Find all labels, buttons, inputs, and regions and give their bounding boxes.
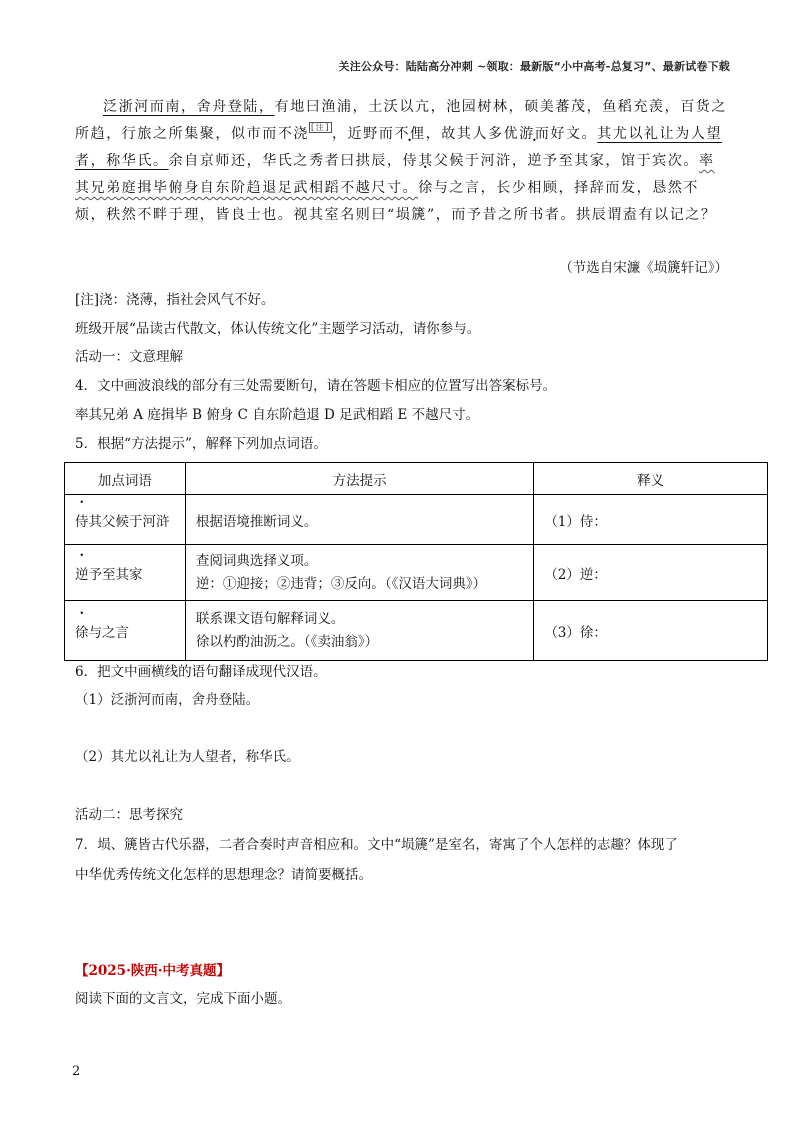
underlined-sentence-2: 其尤以礼让为人望者，称华氏。 <box>75 126 723 169</box>
note-marker: [注] <box>311 123 331 132</box>
table-row <box>65 545 768 601</box>
method-line: 逆：①迎接；②违背；③反向。（《汉语大词典》） <box>195 575 487 592</box>
passage-text: ，近野而不俚，故其人多优游而好文。 <box>332 126 598 142</box>
dotted-char-shi: 侍 <box>402 153 419 169</box>
source-tag: 【2025·陕西·中考真题】 <box>75 963 230 979</box>
question-4: 4．文中画波浪线的部分有三处需要断句，请在答题卡相应的位置写出答案标号。 <box>75 378 557 394</box>
table-cell-word <box>65 601 186 661</box>
dotted-char: 徐 <box>75 624 89 641</box>
page-number: 2 <box>72 1064 81 1079</box>
table-cell-method <box>185 545 533 601</box>
table-cell-method <box>185 495 533 545</box>
word-rest: 其父候于河浒 <box>88 513 170 530</box>
question-7-line-2: 中华优秀传统文化怎样的思想理念？请简要概括。 <box>75 867 372 883</box>
activity-1-heading: 活动一：文意理解 <box>75 349 183 365</box>
passage-text: 余自京师还，华氏之秀者曰拱辰， <box>168 153 403 169</box>
passage-text: 与之言，长少相顾，择辞而发，恳然不烦，秩然不畔于理，皆良士也。视其室名则曰“埙篪”，而予昔之所书者。拱辰谓盍有以记之？ <box>75 180 717 223</box>
passage-text: 其父候于河浒， <box>418 153 528 169</box>
table-header: 加点词语 <box>65 463 186 495</box>
table-cell-method <box>185 601 533 661</box>
passage-text: 予至其家，馆于宾次。 <box>543 153 700 169</box>
table-cell-answer: （1）侍： <box>534 495 768 545</box>
dotted-char-ni: 逆 <box>527 153 544 169</box>
underlined-sentence-1: 泛浙河而南，舍舟登陆， <box>103 99 275 115</box>
wavy-sentence: 率其兄弟庭揖毕俯身自东阶趋退足武相蹈不越尺寸。 <box>75 153 715 196</box>
table-header-row <box>65 463 768 495</box>
word-rest: 与之言 <box>88 624 129 641</box>
method-line: 联系课文语句解释词义。 <box>195 610 345 627</box>
table-cell-answer: （2）逆： <box>534 545 768 601</box>
method-line: 徐以杓酌油沥之。（《卖油翁》） <box>195 633 379 650</box>
question-7-line-1: 7．埙、篪皆古代乐器，二者合奏时声音相应和。文中“埙篪”是室名，寄寓了个人怎样的志趣？体现了 <box>75 837 678 853</box>
table-cell-word <box>65 495 186 545</box>
passage-text: 有地曰渔浦，土沃以亢，池园树林，硕美蕃茂，鱼稻充羡，百货之所趋，行旅之所集聚，似市而不浇 <box>75 99 728 142</box>
table-header: 方法提示 <box>185 463 533 495</box>
method-line: 查阅词典选择义项。 <box>195 552 318 569</box>
dotted-char: 侍 <box>75 513 89 530</box>
reading-instruction: 阅读下面的文言文，完成下面小题。 <box>75 991 291 1007</box>
table-header: 释义 <box>534 463 768 495</box>
table-cell-answer: （3）徐： <box>534 601 768 661</box>
question-6-1: （1）泛浙河而南，舍舟登陆。 <box>75 692 260 708</box>
classical-passage <box>75 94 730 229</box>
question-6-2: （2）其尤以礼让为人望者，称华氏。 <box>75 749 300 765</box>
footnote: [注]浇：浇薄，指社会风气不好。 <box>75 292 275 308</box>
table-row <box>65 495 768 545</box>
table-cell-word <box>65 545 186 601</box>
intro-text: 班级开展“品读古代散文，体认传统文化”主题学习活动，请你参与。 <box>75 321 481 337</box>
table-row <box>65 601 768 661</box>
activity-2-heading: 活动二：思考探究 <box>75 807 183 823</box>
dotted-char: 逆 <box>75 566 89 583</box>
page-header: 关注公众号：陆陆高分冲刺 ~领取：最新版“小中高考-总复习”、最新试卷下载 <box>338 60 730 73</box>
question-4-sentence: 率其兄弟 A 庭揖毕 B 俯身 C 自东阶趋退 D 足武相蹈 E 不越尺寸。 <box>75 407 480 423</box>
question-5: 5．根据“方法提示”，解释下列加点词语。 <box>75 436 327 452</box>
method-line: 根据语境推断词义。 <box>195 513 318 530</box>
passage-source: （节选自宋濂《埙篪轩记》） <box>559 260 728 276</box>
word-rest: 予至其家 <box>88 566 143 583</box>
dotted-char-xu: 徐 <box>418 180 434 196</box>
question-6: 6．把文中画横线的语句翻译成现代汉语。 <box>75 664 327 680</box>
vocab-table <box>64 462 768 661</box>
